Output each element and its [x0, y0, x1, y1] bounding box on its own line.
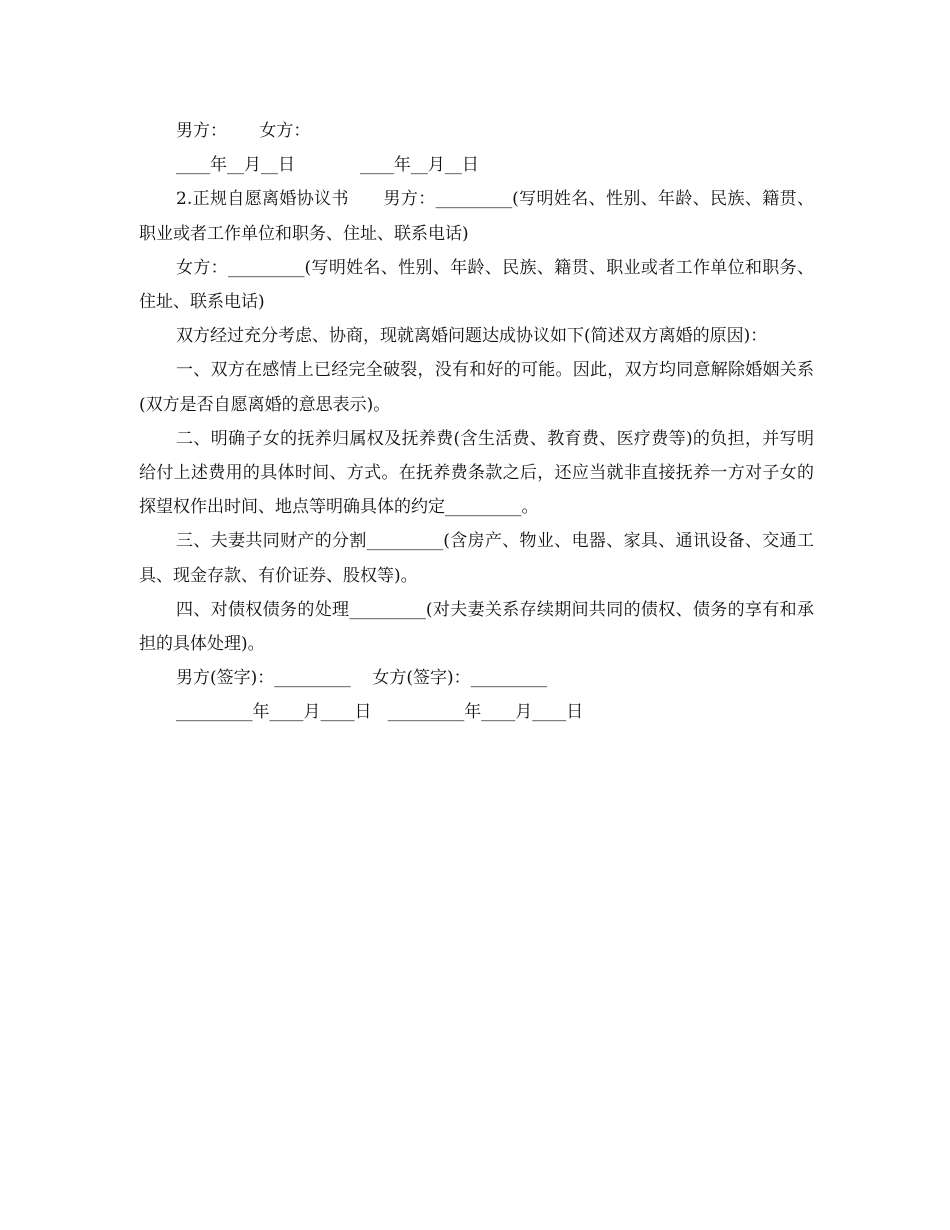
clause-one: 一、双方在感情上已经完全破裂，没有和好的可能。因此，双方均同意解除婚姻关系(双方是否自愿离婚的意思表示)。 — [139, 360, 814, 415]
section-title-and-husband-info: 2.正规自愿离婚协议书 男方：_________(写明姓名、性别、年龄、民族、籍贯、职业或者工作单位和职务、住址、联系电话) — [139, 189, 814, 244]
signature-line-bottom: 男方(签字)：_________ 女方(签字)：_________ — [176, 668, 548, 689]
signature-line-top: 男方： 女方： — [176, 121, 311, 141]
clause-two: 二、明确子女的抚养归属权及抚养费(含生活费、教育费、医疗费等)的负担，并写明给付上述费用的具体时间、方式。在抚养费条款之后，还应当就非直接抚养一方对子女的探望权作出时间、地点等明确具体的约定_________。 — [139, 428, 814, 518]
wife-info: 女方：_________(写明姓名、性别、年龄、民族、籍贯、职业或者工作单位和职务、住址、联系电话) — [139, 257, 814, 313]
clause-three: 三、夫妻共同财产的分割_________(含房产、物业、电器、家具、通讯设备、交通工具、现金存款、有价证券、股权等)。 — [139, 531, 814, 586]
date-line-top: ____年__月__日 ____年__月__日 — [176, 155, 479, 176]
date-line-bottom: _________年____月____日 _________年____月____日 — [176, 702, 584, 723]
document-body — [139, 114, 814, 730]
clause-four: 四、对债权债务的处理_________(对夫妻关系存续期间共同的债权、债务的享有和承担的具体处理)。 — [139, 599, 814, 655]
agreement-intro: 双方经过充分考虑、协商，现就离婚问题达成协议如下(简述双方离婚的原因)： — [176, 326, 768, 347]
